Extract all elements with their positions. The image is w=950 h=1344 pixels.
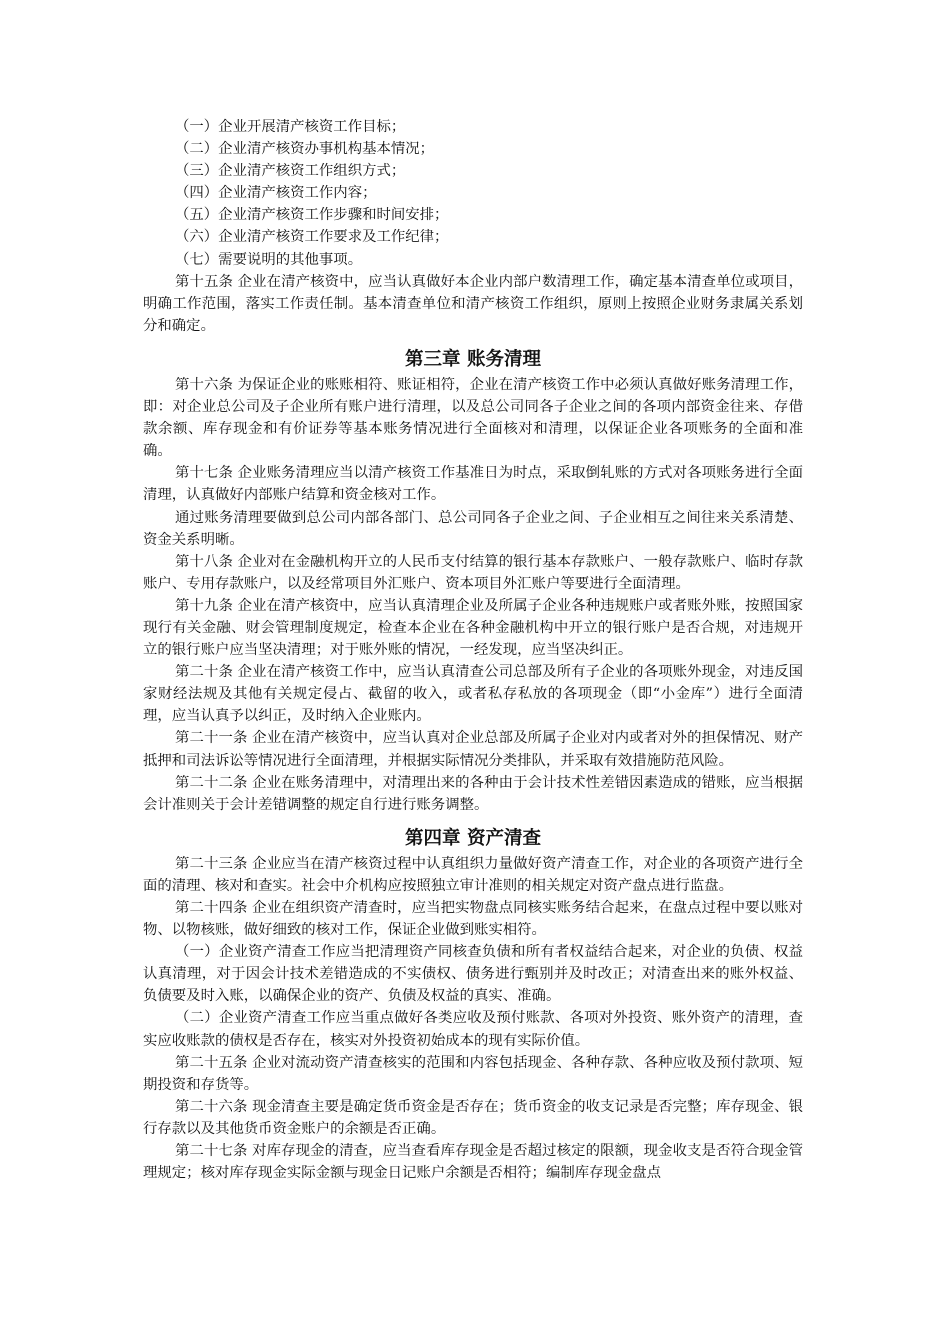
list-item: （四）企业清产核资工作内容；	[175, 185, 377, 202]
list-item: （三）企业清产核资工作组织方式；	[175, 163, 406, 180]
article-20: 第二十条 企业在清产核资工作中，应当认真清查公司总部及所有子企业的各项账外现金，对违反国家财经法规及其他有关规定侵占、截留的收入，或者私存私放的各项现金（即“小金库”）进行全面清理，应当认真予以纠正，及时纳入企业账内。	[143, 664, 803, 725]
document-page	[143, 116, 803, 1184]
article-25: 第二十五条 企业对流动资产清查核实的范围和内容包括现金、各种存款、各种应收及预付款项、短期投资和存货等。	[143, 1054, 803, 1093]
chapter-4-heading: 第四章 资产清查	[405, 827, 541, 849]
article-27: 第二十七条 对库存现金的清查，应当查看库存现金是否超过核定的限额，现金收支是否符合现金管理规定；核对库存现金实际金额与现金日记账户余额是否相符；编制库存现金盘点	[143, 1143, 803, 1182]
article-21: 第二十一条 企业在清产核资中，应当认真对企业总部及所属子企业对内或者对外的担保情况、财产抵押和司法诉讼等情况进行全面清理，并根据实际情况分类排队，并采取有效措施防范风险。	[143, 730, 803, 769]
list-item: （五）企业清产核资工作步骤和时间安排；	[175, 207, 449, 224]
article-22: 第二十二条 企业在账务清理中，对清理出来的各种由于会计技术性差错因素造成的错账，应当根据会计准则关于会计差错调整的规定自行进行账务调整。	[143, 774, 803, 813]
article-26: 第二十六条 现金清查主要是确定货币资金是否存在；货币资金的收支记录是否完整；库存现金、银行存款以及其他货币资金账户的余额是否正确。	[143, 1098, 803, 1137]
article-24: 第二十四条 企业在组织资产清查时，应当把实物盘点同核实账务结合起来，在盘点过程中要以账对物、以物核账，做好细致的核对工作，保证企业做到账实相符。	[143, 900, 803, 939]
article-23: 第二十三条 企业应当在清产核资过程中认真组织力量做好资产清查工作，对企业的各项资产进行全面的清理、核对和查实。社会中介机构应按照独立审计准则的相关规定对资产盘点进行监盘。	[143, 855, 803, 894]
chapter-3-heading: 第三章 账务清理	[405, 348, 541, 370]
article-24-item-1: （一）企业资产清查工作应当把清理资产同核查负债和所有者权益结合起来，对企业的负债、权益认真清理，对于因会计技术差错造成的不实债权、债务进行甄别并及时改正；对清查出来的账外权益、负债要及时入账，以确保企业的资产、负债及权益的真实、准确。	[143, 944, 803, 1005]
list-item: （二）企业清产核资办事机构基本情况；	[175, 141, 435, 158]
article-19: 第十九条 企业在清产核资中，应当认真清理企业及所属子企业各种违规账户或者账外账，按照国家现行有关金融、财会管理制度规定，检查本企业在各种金融机构中开立的银行账户是否合规，对违规开立的银行账户应当坚决清理；对于账外账的情况，一经发现，应当坚决纠正。	[143, 597, 803, 659]
list-item: （七）需要说明的其他事项。	[175, 251, 363, 268]
article-16: 第十六条 为保证企业的账账相符、账证相符，企业在清产核资工作中必须认真做好账务清理工作，即：对企业总公司及子企业所有账户进行清理，以及总公司同各子企业之间的各项内部资金往来、存借款余额、库存现金和有价证券等基本账务情况进行全面核对和清理，以保证企业各项账务的全面和准确。	[143, 376, 803, 460]
list-item: （六）企业清产核资工作要求及工作纪律；	[175, 229, 449, 246]
article-18: 第十八条 企业对在金融机构开立的人民币支付结算的银行基本存款账户、一般存款账户、临时存款账户、专用存款账户，以及经常项目外汇账户、资本项目外汇账户等要进行全面清理。	[143, 553, 803, 592]
article-17: 第十七条 企业账务清理应当以清产核资工作基准日为时点，采取倒轧账的方式对各项账务进行全面清理，认真做好内部账户结算和资金核对工作。	[143, 465, 803, 504]
article-15: 第十五条 企业在清产核资中，应当认真做好本企业内部户数清理工作，确定基本清查单位或项目，明确工作范围，落实工作责任制。基本清查单位和清产核资工作组织，原则上按照企业财务隶属关系划分和确定。	[143, 273, 803, 334]
article-24-item-2: （二）企业资产清查工作应当重点做好各类应收及预付账款、各项对外投资、账外资产的清理，查实应收账款的债权是否存在，核实对外投资初始成本的现有实际价值。	[143, 1010, 803, 1049]
list-item: （一）企业开展清产核资工作目标；	[175, 119, 406, 135]
article-17-note: 通过账务清理要做到总公司内部各部门、总公司同各子企业之间、子企业相互之间往来关系清楚、资金关系明晰。	[143, 509, 803, 548]
